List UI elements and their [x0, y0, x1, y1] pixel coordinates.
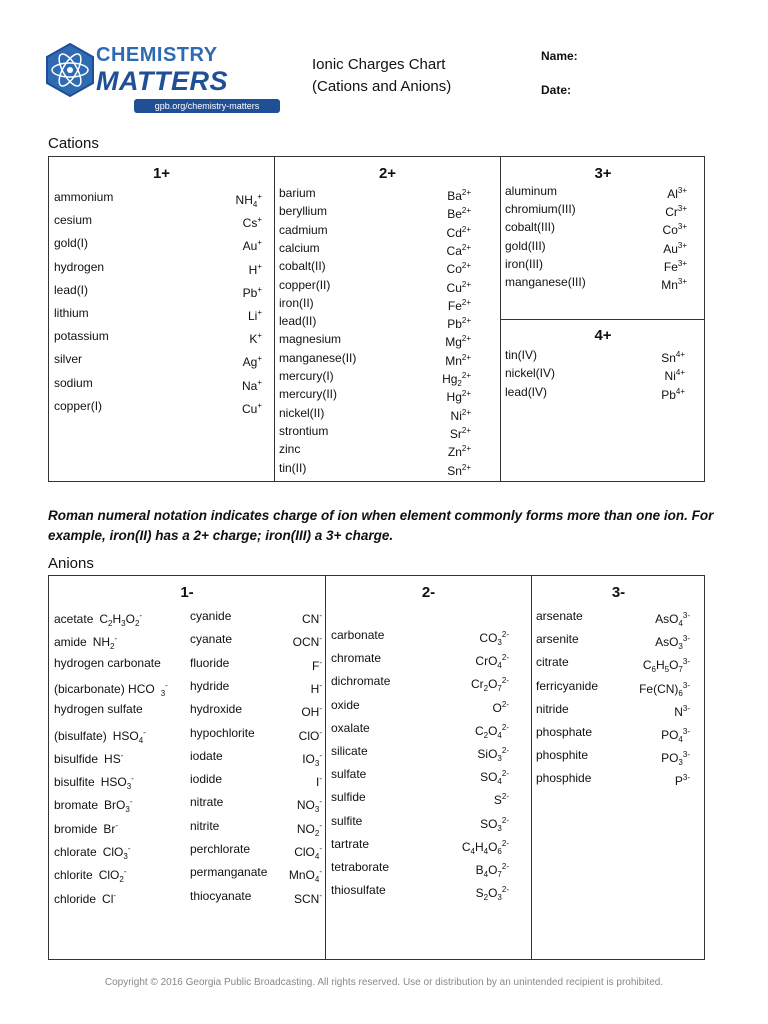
- ion-formula: OCN-: [292, 634, 322, 650]
- ion-row-pair: [54, 841, 322, 861]
- ion-name: thiocyanate: [190, 888, 252, 903]
- ion-formula: $Ba^{2+}$: [447, 188, 471, 203]
- ion-name: iodate: [190, 748, 223, 763]
- ion-name: sulfate: [331, 767, 367, 782]
- ion-name: chlorite ClO$_2$-: [54, 867, 127, 885]
- atom-hexagon-icon: [44, 42, 96, 98]
- ion-name: (bisulfate) $HSO_4^-$: [54, 727, 146, 745]
- ion-name: gold(III): [505, 238, 546, 253]
- ion-formula: $C_4H_4O_6^{2-}$: [461, 838, 509, 856]
- logo-text-top: CHEMISTRY: [96, 44, 218, 66]
- title-line-2: (Cations and Anions): [312, 78, 452, 95]
- ion-row: [279, 277, 471, 293]
- ion-row: [536, 747, 690, 768]
- name-label: Name:: [541, 49, 578, 63]
- ion-name: iron(III): [505, 256, 544, 271]
- ion-name: sodium: [54, 375, 93, 390]
- ion-formula: $PO_4^{3-}$: [661, 727, 690, 744]
- ion-name: phosphide: [536, 771, 592, 786]
- ion-row: [505, 201, 687, 220]
- ion-row-pair: [54, 608, 322, 628]
- ion-formula: $NO_3^-$: [296, 797, 322, 815]
- ion-row: [279, 313, 471, 332]
- ion-name: thiosulfate: [331, 883, 386, 898]
- ion-formula: $Cr^{3+}$: [665, 204, 687, 220]
- ion-name: tin(IV): [505, 348, 538, 362]
- ion-name: tetraborate: [331, 860, 390, 874]
- ion-formula: CrO$_4^{2-}$: [475, 653, 509, 671]
- ion-row: [279, 368, 471, 388]
- ion-row: [536, 608, 690, 628]
- ion-formula: $Pb^{2+}$: [447, 316, 471, 332]
- ion-row: [331, 627, 509, 647]
- ion-row-pair: [54, 818, 322, 838]
- ion-row: [279, 423, 471, 439]
- ion-row: [279, 460, 471, 476]
- ion-row: [54, 351, 262, 370]
- ion-name: hydroxide: [190, 702, 243, 717]
- ion-row: [331, 697, 509, 713]
- logo-text-bottom: MATTERS: [96, 66, 228, 96]
- ion-row: [279, 222, 471, 238]
- ion-row: [536, 631, 690, 652]
- ion-name: carbonate: [331, 628, 385, 642]
- ion-formula: Cl-: [102, 890, 117, 906]
- ion-row: [54, 305, 262, 321]
- ion-formula: $Sn^{2+}$: [447, 462, 471, 478]
- cation-3plus-header: 3+: [594, 165, 612, 182]
- ion-formula: $P^{3-}$: [674, 773, 690, 789]
- ion-formula: $SO_4^{2-}$: [480, 769, 509, 787]
- ion-name: arsenite: [536, 632, 579, 647]
- ion-formula: ClO-: [298, 727, 322, 743]
- ion-row: [536, 654, 690, 675]
- ion-formula: $NH_2^-$: [92, 634, 118, 652]
- ion-row: [505, 347, 685, 363]
- ion-name: strontium: [279, 423, 329, 438]
- ion-formula: $Co^{2+}$: [446, 261, 471, 277]
- ion-formula: $Mn^{3+}$: [661, 277, 687, 292]
- column-divider: [531, 576, 532, 959]
- ion-row: [331, 766, 509, 787]
- ion-name: phosphite: [536, 748, 589, 763]
- ion-row: [331, 743, 509, 763]
- ion-formula: $S_2O_3^{2-}$: [475, 885, 509, 903]
- ion-name: sulfite: [331, 813, 363, 828]
- ion-formula: $Zn^{2+}$: [447, 444, 471, 460]
- ion-row: [536, 724, 690, 744]
- ion-row: [279, 203, 471, 222]
- ion-row: [505, 256, 687, 272]
- copyright-footer: Copyright © 2016 Georgia Public Broadcasting. All rights reserved. Use or distribution by an unintended recipient is prohibited.: [104, 977, 664, 988]
- ion-row: [505, 219, 687, 238]
- ion-formula: K+: [249, 331, 262, 347]
- ion-row: [279, 441, 471, 460]
- ion-formula: $SO_3^{2-}$: [480, 815, 509, 833]
- ion-formula: $O^{2-}$: [492, 699, 509, 715]
- ion-row: [536, 678, 690, 698]
- title-line-1: Ionic Charges Chart: [312, 56, 446, 73]
- ion-name: copper(I): [54, 398, 103, 413]
- ion-name: arsenate: [536, 609, 583, 623]
- date-label: Date:: [541, 83, 572, 97]
- ion-name: silicate: [331, 744, 368, 758]
- ion-row: [279, 350, 471, 366]
- ion-formula: BrO$_3$-: [104, 797, 133, 815]
- ion-formula: $Au^{3+}$: [663, 240, 687, 256]
- ion-row: [54, 189, 262, 209]
- ion-formula: HS-: [104, 750, 124, 766]
- ion-row: [331, 836, 509, 856]
- logo-url: gpb.org/chemistry-matters: [134, 99, 280, 113]
- chemistry-matters-logo: [44, 40, 260, 111]
- ion-row: [54, 282, 262, 298]
- ion-formula: $CO_3^{2-}$: [479, 630, 509, 647]
- ion-formula: $Fe^{2+}$: [447, 297, 471, 313]
- ion-name: sulfide: [331, 790, 366, 805]
- ion-name: ferricyanide: [536, 678, 599, 693]
- ion-name: oxide: [331, 697, 360, 712]
- ion-row: [536, 770, 690, 789]
- ion-name: oxalate: [331, 720, 370, 735]
- ion-name: bisulfide HS-: [54, 750, 124, 766]
- ion-formula: $Cd^{2+}$: [446, 224, 471, 240]
- ion-name: nitrite: [190, 818, 220, 833]
- ion-row-pair: [54, 655, 322, 671]
- document-title: [312, 54, 451, 98]
- cation-4plus-header: 4+: [594, 327, 612, 344]
- ion-name: iodide: [190, 772, 223, 787]
- cation-table: [48, 156, 705, 482]
- ion-formula: $N^{3-}$: [674, 703, 690, 719]
- ion-name: manganese(III): [505, 275, 586, 289]
- ion-formula: $Ni^{2+}$: [450, 407, 471, 423]
- ion-row: [331, 882, 509, 903]
- ion-row: [505, 274, 687, 290]
- ion-formula: $Cr_2O_7^{2-}$: [470, 676, 509, 694]
- ion-formula: SCN-: [293, 890, 322, 906]
- column-divider: [274, 157, 275, 481]
- ion-name: amide $NH_2^-$: [54, 634, 118, 652]
- ion-formula: $_3$-: [160, 680, 168, 698]
- ion-name: permanganate: [190, 865, 268, 880]
- ion-name: potassium: [54, 329, 109, 344]
- ion-row: [54, 259, 262, 275]
- ion-formula: $HSO_3^-$: [100, 774, 134, 792]
- ion-formula: Au+: [242, 238, 262, 254]
- ion-name: cobalt(III): [505, 220, 556, 235]
- ion-formula: $Co^{3+}$: [662, 222, 687, 238]
- ion-name: nitride: [536, 701, 569, 716]
- ion-row: [54, 328, 262, 347]
- roman-numeral-note: Roman numeral notation indicates charge of ion when element commonly forms more than one ion. For example, iron(II) has a 2+ charge; iron(III) a 3+ charge.: [48, 508, 714, 543]
- anion-table: [48, 575, 705, 960]
- ion-row: [505, 183, 687, 199]
- ion-row: [279, 295, 471, 311]
- ion-name: dichromate: [331, 674, 391, 689]
- ion-formula: F-: [311, 657, 322, 673]
- ion-name: aluminum: [505, 184, 558, 198]
- ion-name: tin(II): [279, 460, 307, 475]
- ion-name: tartrate: [331, 836, 370, 851]
- ion-name: bromide Br-: [54, 820, 119, 836]
- ion-name: cobalt(II): [279, 259, 326, 274]
- ion-formula: $S^{2-}$: [493, 792, 509, 808]
- ion-row: [505, 365, 685, 384]
- ion-name: bromate BrO$_3$-: [54, 797, 133, 815]
- ion-row-pair: [54, 888, 322, 904]
- ion-name: nitrate: [190, 795, 224, 810]
- ion-formula: Li+: [247, 308, 262, 323]
- ion-row: [54, 235, 262, 254]
- ion-name: ammonium: [54, 190, 114, 204]
- ion-name: cesium: [54, 213, 93, 228]
- ion-name: copper(II): [279, 277, 331, 292]
- ion-name: chlorate ClO$_3$-: [54, 844, 131, 861]
- ion-name: nickel(II): [279, 405, 325, 420]
- ion-name: gold(I): [54, 236, 89, 251]
- ion-name: lead(II): [279, 314, 317, 329]
- cations-heading: Cations: [48, 135, 99, 152]
- ion-name: magnesium: [279, 332, 342, 347]
- ion-name: chromate: [331, 651, 382, 666]
- ion-row: [279, 331, 471, 350]
- ion-formula: $C_2O_4^{2-}$: [474, 722, 509, 740]
- ion-name: nickel(IV): [505, 366, 556, 381]
- ion-row: [54, 212, 262, 231]
- ion-name: cadmium: [279, 222, 328, 237]
- ion-formula: OH-: [301, 704, 322, 720]
- ion-row: [279, 240, 471, 256]
- ion-name: silver: [54, 352, 83, 367]
- ion-row-pair: [54, 771, 322, 792]
- ion-name: zinc: [279, 442, 301, 457]
- ion-name: citrate: [536, 655, 569, 670]
- ion-formula: AsO$_3^{3-}$: [655, 634, 690, 652]
- ion-name: perchlorate: [190, 842, 251, 856]
- ion-formula: $Al^{3+}$: [667, 186, 687, 201]
- ion-name: mercury(I): [279, 369, 334, 383]
- ion-row: [279, 405, 471, 421]
- ion-formula: I-: [315, 774, 322, 790]
- ion-row-pair: [54, 794, 322, 815]
- column-divider: [325, 576, 326, 959]
- ion-formula: H-: [310, 680, 322, 696]
- ion-formula: ClO$_2$-: [98, 867, 127, 885]
- ion-row-pair: [54, 678, 322, 698]
- ion-row-pair: [54, 864, 322, 885]
- ion-formula: $Mg^{2+}$: [445, 334, 471, 350]
- ion-formula: $Ca^{2+}$: [446, 242, 471, 258]
- ion-formula: $C_6H_5O_7^{3-}$: [642, 657, 690, 675]
- ion-formula: Cu+: [241, 400, 262, 416]
- ion-formula: $NO_2^-$: [296, 820, 322, 838]
- ion-row: [54, 375, 262, 391]
- ion-formula: $Fe(CN)_6^{3-}$: [639, 680, 690, 698]
- ion-row: [331, 673, 509, 694]
- ion-row-pair: [54, 631, 322, 652]
- ion-name: cyanide: [190, 609, 232, 623]
- ion-name: chloride Cl-: [54, 890, 117, 906]
- ion-formula: $Sn^{4+}$: [661, 350, 685, 365]
- ion-name: hydrogen carbonate: [54, 655, 161, 670]
- ion-name: manganese(II): [279, 350, 357, 365]
- cation-1plus-header: 1+: [152, 165, 171, 182]
- ion-formula: Na+: [241, 377, 262, 393]
- ion-formula: AsO$_4^{3-}$: [655, 611, 690, 628]
- ion-name: cyanate: [190, 632, 233, 647]
- ion-row: [331, 720, 509, 740]
- ion-formula: MnO$_4$-: [288, 867, 322, 885]
- ion-row: [536, 701, 690, 717]
- ion-name: phosphate: [536, 725, 593, 739]
- ion-row-pair: [54, 725, 322, 745]
- ion-formula: $PO_3^{3-}$: [661, 750, 690, 768]
- ion-row: [279, 386, 471, 405]
- ion-formula: $B_4O_7^{2-}$: [475, 862, 509, 879]
- ion-name: fluoride: [190, 655, 230, 670]
- ion-name: lead(IV): [505, 384, 548, 399]
- ion-row: [331, 789, 509, 808]
- ion-row: [279, 185, 471, 201]
- ion-row: [505, 384, 685, 400]
- ion-row: [331, 650, 509, 671]
- ion-formula: $Sr^{2+}$: [449, 425, 471, 441]
- ion-row-pair: [54, 701, 322, 720]
- ion-row: [279, 258, 471, 277]
- ion-formula: $Hg^{2+}$: [446, 389, 471, 405]
- ion-row: [331, 859, 509, 879]
- ion-name: calcium: [279, 240, 320, 255]
- ion-row: [54, 398, 262, 414]
- ion-formula: $Pb^{4+}$: [661, 386, 685, 402]
- ion-row: [331, 813, 509, 833]
- ion-formula: ClO$_3$-: [102, 844, 131, 861]
- ion-formula: $Cu^{2+}$: [446, 279, 471, 295]
- ion-name: hydrogen sulfate: [54, 702, 143, 717]
- ion-name: hydrogen: [54, 259, 105, 274]
- ion-formula: $Hg_2^{2+}$: [442, 371, 471, 388]
- anion-3minus-header: 3-: [611, 584, 626, 601]
- ion-formula: CN-: [301, 611, 322, 626]
- ion-name: hypochlorite: [190, 725, 255, 740]
- ion-name: iron(II): [279, 295, 314, 310]
- ion-name: barium: [279, 186, 316, 200]
- ion-formula: $Ni^{4+}$: [664, 368, 685, 384]
- ion-row-pair: [54, 748, 322, 768]
- ion-name: chromium(III): [505, 202, 576, 217]
- ion-formula: $Mn^{2+}$: [445, 352, 471, 368]
- anion-1minus-header: 1-: [180, 584, 194, 601]
- ion-name: acetate $C_2H_3O_2^-$: [54, 611, 143, 628]
- ion-formula: Ag+: [242, 354, 262, 370]
- anion-2minus-header: 2-: [421, 584, 436, 601]
- row-divider: [500, 319, 704, 320]
- ion-name: (bicarbonate) HCO $_3$-: [54, 680, 168, 698]
- ion-name: mercury(II): [279, 387, 337, 402]
- ion-formula: H+: [248, 261, 262, 277]
- ion-name: hydride: [190, 678, 230, 693]
- ion-formula: $Fe^{3+}$: [663, 258, 687, 274]
- ion-formula: Br-: [103, 820, 119, 836]
- ion-formula: $C_2H_3O_2^-$: [99, 611, 143, 628]
- ion-formula: SiO$_3^{2-}$: [477, 746, 509, 763]
- ion-name: beryllium: [279, 204, 328, 219]
- ion-formula: $IO_3^-$: [302, 750, 322, 768]
- ion-name: lithium: [54, 306, 89, 320]
- ion-formula: Pb+: [242, 284, 262, 300]
- ion-name: lead(I): [54, 282, 89, 297]
- ion-formula: $NH_4^+$: [235, 192, 262, 209]
- ion-formula: $HSO_4^-$: [112, 727, 146, 745]
- ion-formula: ClO$_4$-: [294, 844, 322, 861]
- ion-formula: $Be^{2+}$: [447, 206, 471, 222]
- ion-formula: Cs+: [242, 215, 262, 231]
- anions-heading: Anions: [48, 555, 94, 572]
- ion-name: bisulfite $HSO_3^-$: [54, 774, 134, 792]
- ion-row: [505, 238, 687, 254]
- cation-2plus-header: 2+: [378, 165, 397, 182]
